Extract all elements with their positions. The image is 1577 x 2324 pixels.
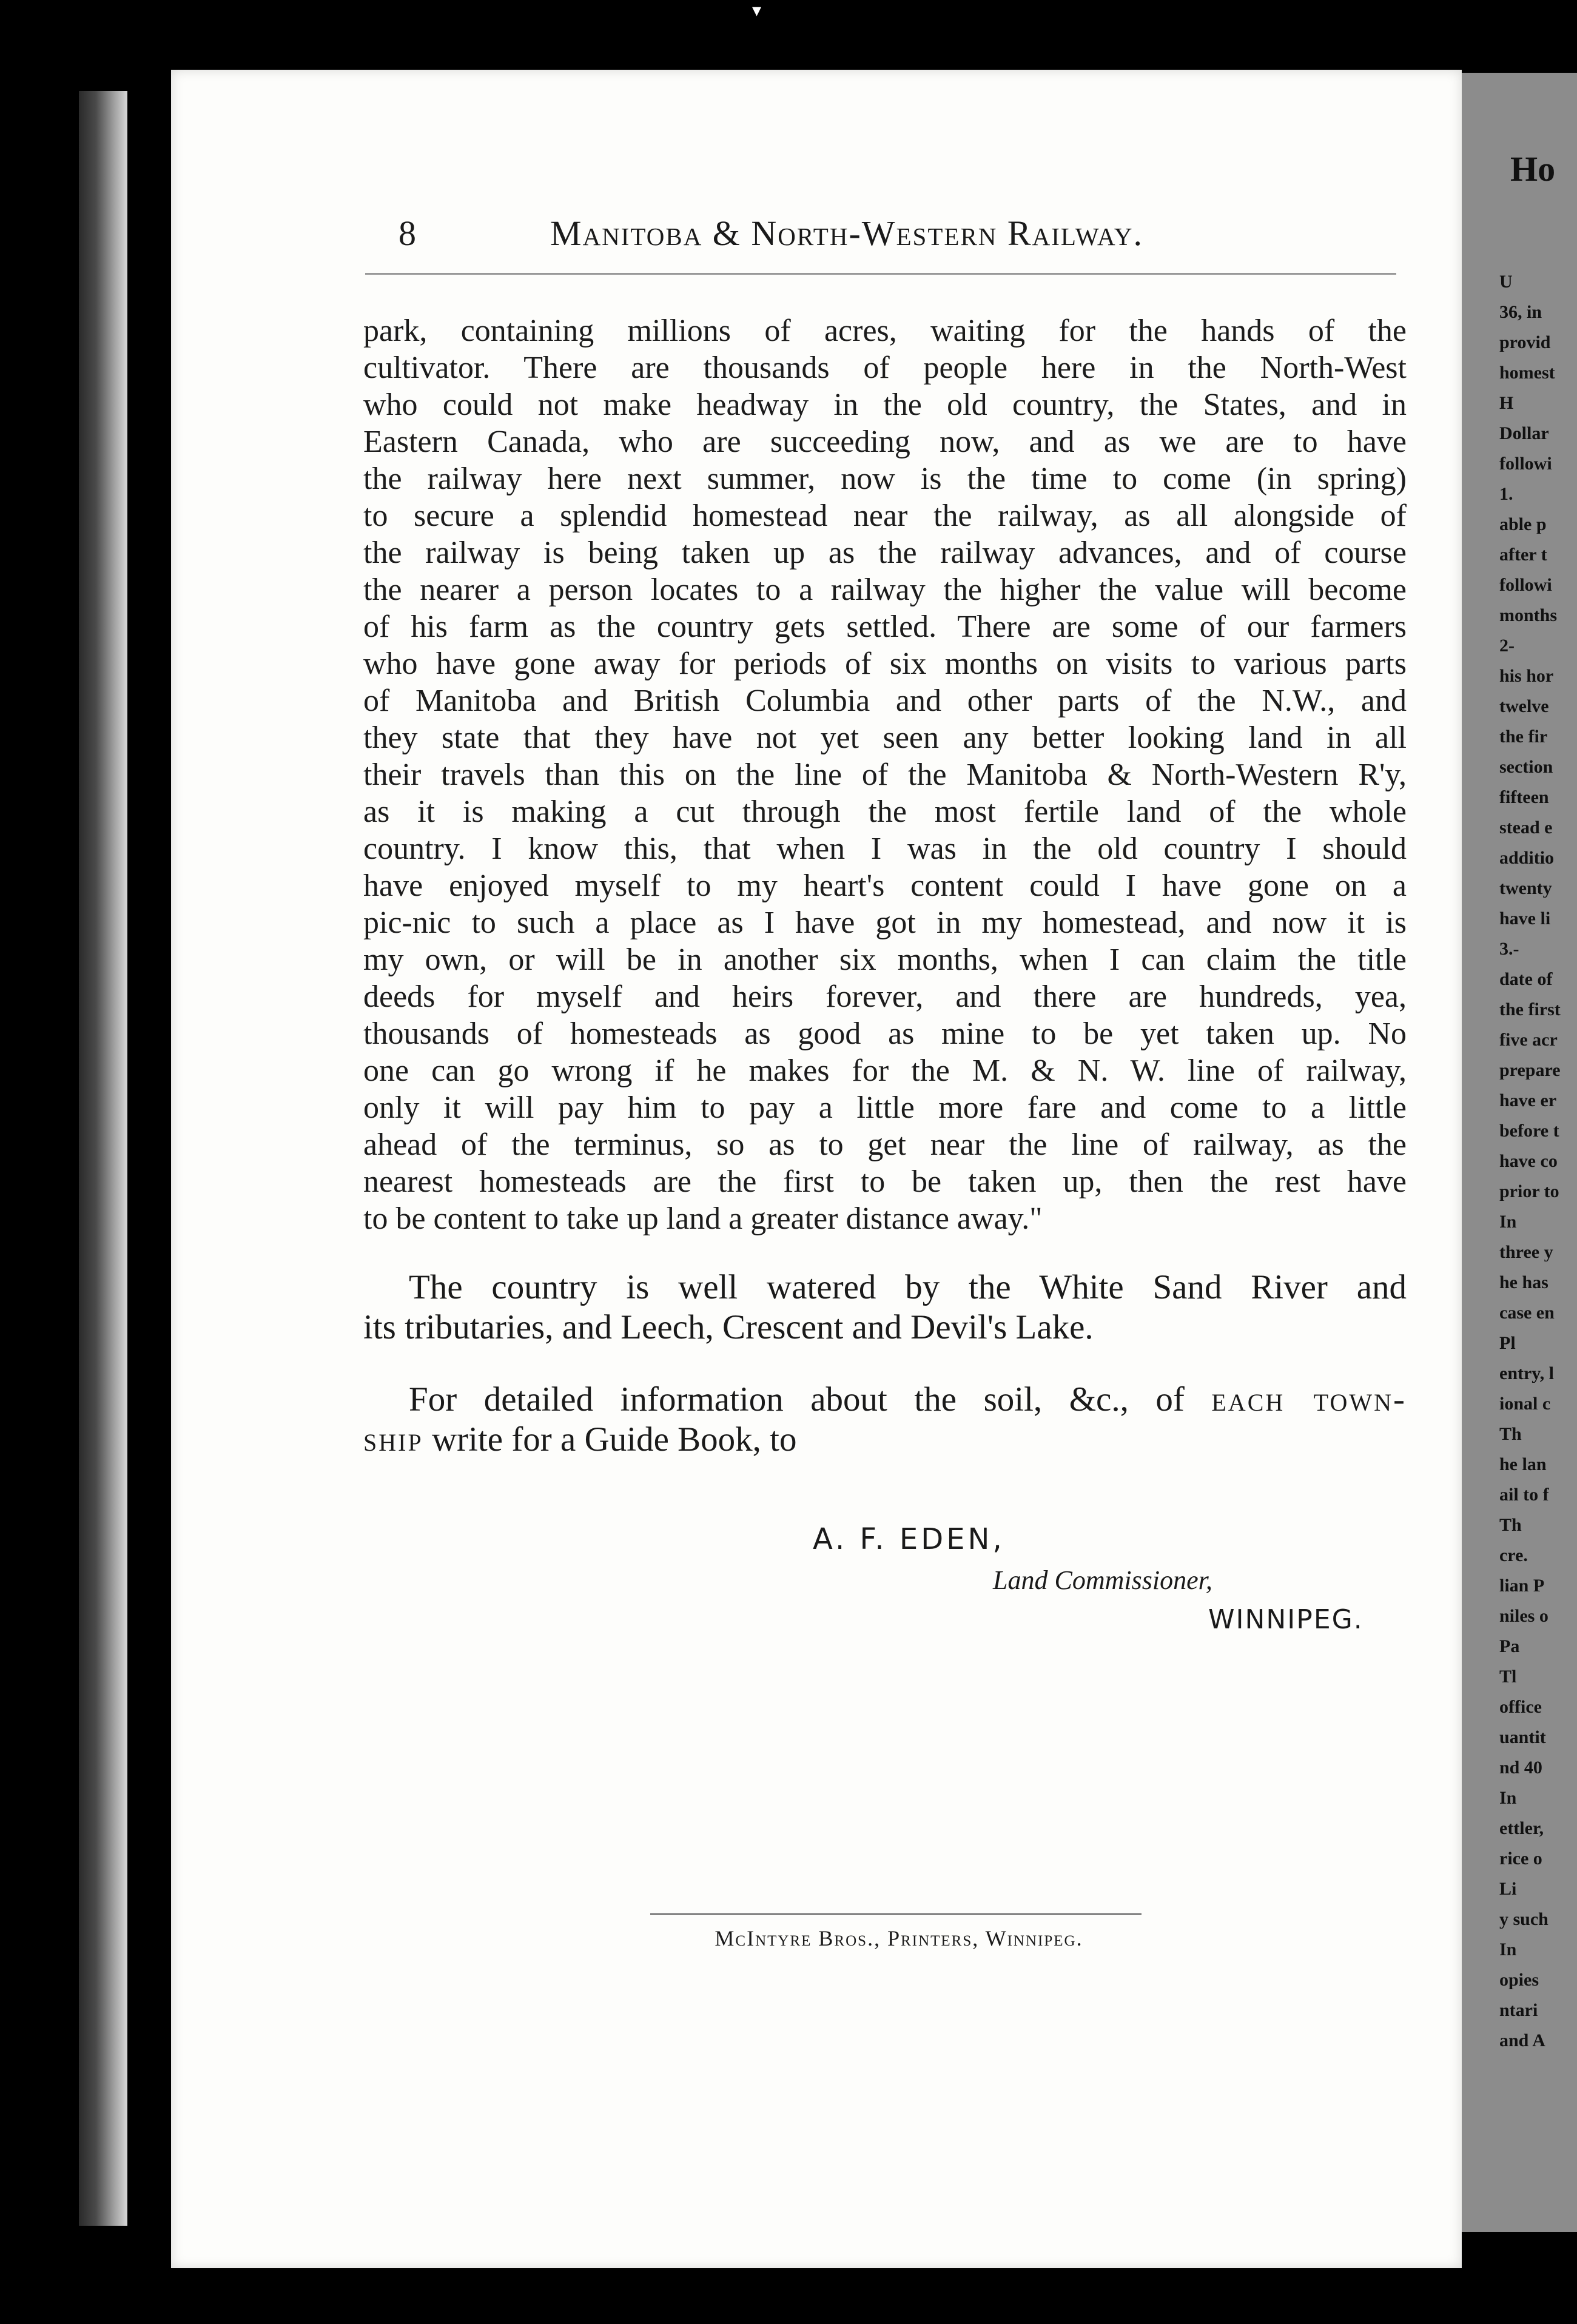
adjacent-page-fragment: additio [1499, 849, 1555, 867]
adjacent-page-fragment: Tl [1499, 1668, 1517, 1686]
text-line: thousands of homesteads as good as mine to be yet taken up. No [363, 1016, 1407, 1051]
text-line: cultivator. There are thousands of people here in the North-West [363, 351, 1407, 385]
page-number: 8 [398, 213, 417, 253]
adjacent-page-fragment: opies [1499, 1971, 1539, 1989]
text-line: of Manitoba and British Columbia and other parts of the N.W., and [363, 683, 1407, 718]
adjacent-page-fragment: three y [1499, 1243, 1553, 1261]
text-line: only it will pay him to pay a little more fare and come to a little [363, 1090, 1407, 1125]
adjacent-page-fragment: able p [1499, 516, 1547, 534]
adjacent-page-fragment: date of [1499, 970, 1553, 989]
water-paragraph [363, 1268, 1407, 1348]
text-line: to secure a splendid homestead near the railway, as all alongside of [363, 499, 1407, 533]
adjacent-page-fragment: 1. [1499, 485, 1513, 503]
adjacent-page-fragment: followi [1499, 576, 1552, 594]
adjacent-page-fragment: homest [1499, 364, 1555, 382]
running-title: Manitoba & North-Western Railway. [550, 213, 1143, 253]
adjacent-page-fragment: have co [1499, 1152, 1558, 1170]
adjacent-page-fragment: fifteen [1499, 788, 1549, 807]
adjacent-page-fragment: entry, l [1499, 1365, 1554, 1383]
footer-rule [650, 1913, 1142, 1915]
text-line: who have gone away for periods of six months on visits to various parts [363, 646, 1407, 681]
text-line: the railway is being taken up as the railway advances, and of course [363, 536, 1407, 570]
adjacent-page-fragment: he lan [1499, 1456, 1547, 1474]
quoted-letter-paragraph [363, 312, 1407, 1237]
signatory-city: WINNIPEG. [1208, 1604, 1363, 1635]
adjacent-page-fragment: ettler, [1499, 1819, 1544, 1838]
adjacent-page-fragment: and A [1499, 2032, 1545, 2050]
adjacent-page-fragment: after t [1499, 546, 1547, 564]
text-line: they state that they have not yet seen any better looking land in all [363, 720, 1407, 755]
adjacent-page-fragment: In [1499, 1213, 1517, 1231]
adjacent-page-fragment: ntari [1499, 2001, 1538, 2020]
adjacent-page-fragment: Th [1499, 1516, 1522, 1534]
text-line: of his farm as the country gets settled. There are some of our farmers [363, 610, 1407, 644]
paragraph-text: For detailed information about the soil, &c., of [409, 1380, 1185, 1419]
adjacent-page-fragment: office [1499, 1698, 1542, 1716]
text-line: to be content to take up land a greater distance away." [363, 1201, 1043, 1236]
printer-imprint: McIntyre Bros., Printers, Winnipeg. [715, 1926, 1083, 1950]
document-page [171, 70, 1462, 2268]
text-line: as it is making a cut through the most fertile land of the whole [363, 794, 1407, 829]
header-rule [365, 273, 1396, 275]
adjacent-page-fragment: twelve [1499, 697, 1549, 716]
adjacent-page-fragment: Th [1499, 1425, 1522, 1443]
adjacent-page-fragment: stead e [1499, 819, 1553, 837]
text-line: park, containing millions of acres, waiting for the hands of the [363, 314, 1407, 348]
adjacent-page-fragment: niles o [1499, 1607, 1548, 1625]
text-line: their travels than this on the line of the Manitoba & North-Western R'y, [363, 757, 1407, 792]
adjacent-page-fragment: nd 40 [1499, 1759, 1542, 1777]
adjacent-page-fragment: uantit [1499, 1728, 1546, 1747]
adjacent-page-fragment: U [1499, 273, 1513, 291]
adjacent-page-fragment: H [1499, 394, 1514, 412]
text-line: deeds for myself and heirs forever, and there are hundreds, yea, [363, 979, 1407, 1014]
adjacent-page-fragment: followi [1499, 455, 1552, 473]
paragraph-text: write for a Guide Book, to [431, 1420, 797, 1459]
adjacent-page-fragment: 36, in [1499, 303, 1542, 321]
left-scan-edge [79, 91, 127, 2226]
signatory-title: Land Commissioner, [993, 1565, 1212, 1595]
adjacent-page-fragment: ional c [1499, 1395, 1551, 1413]
text-line: ahead of the terminus, so as to get near the line of railway, as the [363, 1127, 1407, 1162]
adjacent-page-fragment: have er [1499, 1092, 1557, 1110]
adjacent-page-fragment: lian P [1499, 1577, 1545, 1595]
running-header [398, 209, 1320, 258]
text-line: who could not make headway in the old country, the States, and in [363, 388, 1407, 422]
text-line: nearest homesteads are the first to be taken up, then the rest have [363, 1164, 1407, 1199]
adjacent-page-fragment: prepare [1499, 1061, 1561, 1080]
adjacent-page-fragment: his hor [1499, 667, 1554, 685]
text-line: have enjoyed myself to my heart's content could I have gone on a [363, 868, 1407, 903]
adjacent-page-fragment: prior to [1499, 1183, 1559, 1201]
adjacent-page-fragment: Pl [1499, 1334, 1516, 1352]
adjacent-page-fragment: 2- [1499, 637, 1515, 655]
adjacent-page-fragment: months [1499, 606, 1558, 625]
text-line: my own, or will be in another six months, when I can claim the title [363, 942, 1407, 977]
adjacent-page-fragment: ail to f [1499, 1486, 1549, 1504]
adjacent-page-fragment: In [1499, 1941, 1517, 1959]
adjacent-page-fragment: 3.- [1499, 940, 1519, 958]
text-line: Eastern Canada, who are succeeding now, and as we are to have [363, 425, 1407, 459]
adjacent-page-fragment: section [1499, 758, 1553, 776]
adjacent-page-fragment: y such [1499, 1910, 1548, 1929]
adjacent-page-fragment: five acr [1499, 1031, 1558, 1049]
adjacent-page-fragment: case en [1499, 1304, 1555, 1322]
text-line: the railway here next summer, now is the time to come (in spring) [363, 462, 1407, 496]
adjacent-page-fragment: Pa [1499, 1637, 1520, 1656]
adjacent-page-fragment: Dollar [1499, 425, 1549, 443]
guide-book-paragraph [363, 1380, 1407, 1460]
adjacent-page-fragment: provid [1499, 334, 1551, 352]
signatory-name: A. F. EDEN, [813, 1522, 1005, 1556]
adjacent-page-fragment: have li [1499, 910, 1551, 928]
adjacent-page-fragment: the fir [1499, 728, 1548, 746]
adjacent-page-fragment: rice o [1499, 1850, 1542, 1868]
adjacent-page-fragment: cre. [1499, 1547, 1528, 1565]
small-caps-text: each town- [1211, 1380, 1407, 1419]
adjacent-page-fragment: In [1499, 1789, 1517, 1807]
adjacent-page-fragment: before t [1499, 1122, 1559, 1140]
paragraph-line: The country is well watered by the White Sand River and [409, 1268, 1407, 1306]
adjacent-page-fragment: the first [1499, 1001, 1561, 1019]
text-line: country. I know this, that when I was in the old country I should [363, 831, 1407, 866]
adjacent-page-fragment: he has [1499, 1274, 1548, 1292]
small-caps-text: ship [363, 1420, 423, 1459]
text-line: one can go wrong if he makes for the M. & N. W. line of railway, [363, 1053, 1407, 1088]
text-line: the nearer a person locates to a railway the higher the value will become [363, 573, 1407, 607]
paragraph-line: its tributaries, and Leech, Crescent and Devil's Lake. [363, 1308, 1094, 1346]
adjacent-page-fragment: twenty [1499, 879, 1552, 898]
paragraph-line [363, 1380, 1407, 1420]
adjacent-page-fragment: Li [1499, 1880, 1517, 1898]
adjacent-page-strip [1462, 73, 1577, 2232]
scan-speck-mark: ▾ [752, 0, 762, 21]
text-line: pic-nic to such a place as I have got in my homestead, and now it is [363, 905, 1407, 940]
adjacent-page-fragment: Ho [1510, 152, 1556, 187]
paragraph-line [363, 1420, 1407, 1460]
